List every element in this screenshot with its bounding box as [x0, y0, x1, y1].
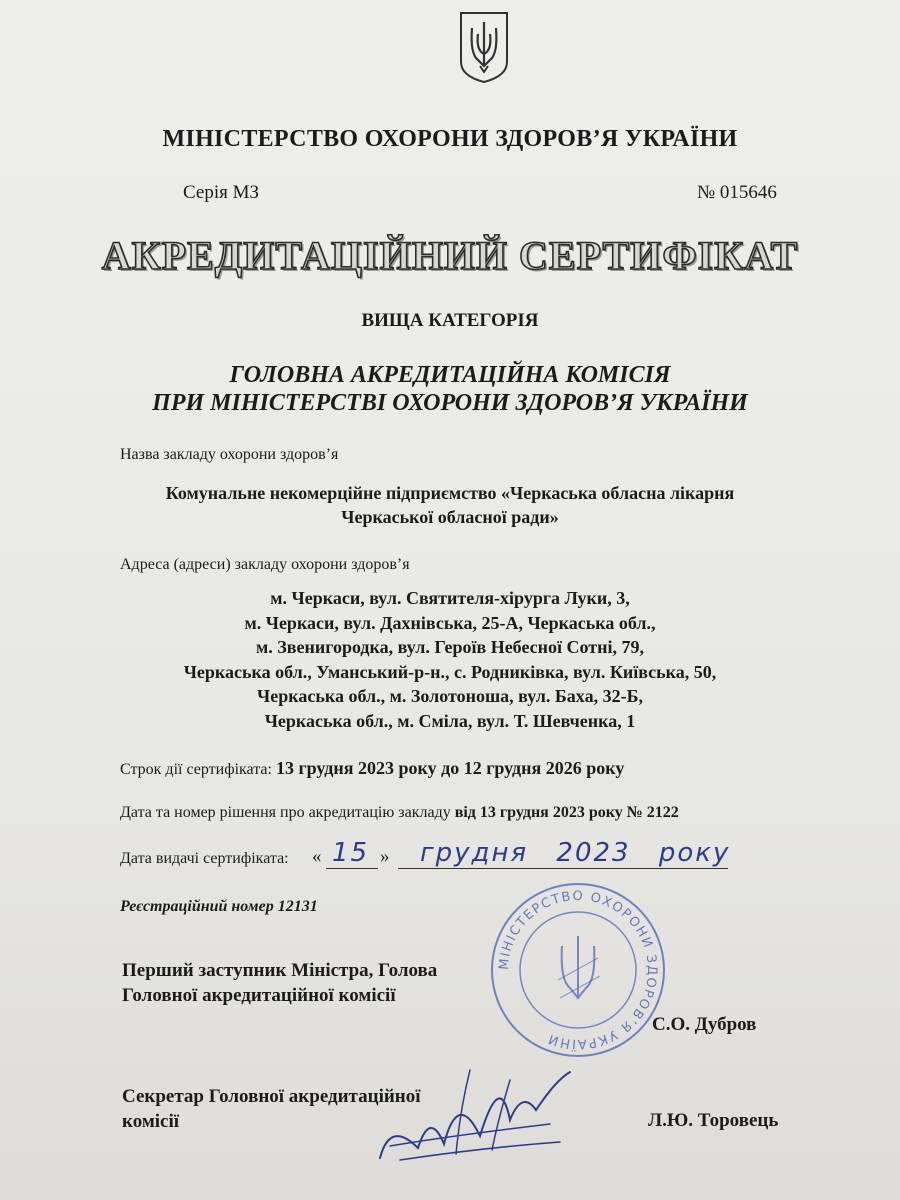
first-signer-name: С.О. Дубров	[652, 1014, 757, 1035]
handwritten-signature-icon	[360, 1050, 590, 1170]
commission-line-2: ПРИ МІНІСТЕРСТВІ ОХОРОНИ ЗДОРОВ’Я УКРАЇНИ	[152, 390, 748, 416]
address-line: м. Черкаси, вул. Святителя-хірурга Луки, 3,	[270, 588, 630, 608]
registration-number: Реєстраційний номер 12131	[120, 898, 318, 915]
institution-name-line-2: Черкаської обласної ради»	[341, 507, 559, 527]
decision-value: від 13 грудня 2023 року № 2122	[454, 804, 679, 821]
address-list	[0, 586, 900, 733]
address-label: Адреса (адреси) закладу охорони здоров’я	[120, 556, 410, 573]
official-round-seal-icon	[488, 880, 668, 1060]
certificate-title: АКРЕДИТАЦІЙНИЙ СЕРТИФІКАТ	[101, 233, 799, 278]
trident-coat-of-arms-icon	[458, 10, 510, 84]
institution-name-line-1: Комунальне некомерційне підприємство «Черкаська обласна лікарня	[165, 483, 735, 503]
address-line: м. Звенигородка, вул. Героїв Небесної Сотні, 79,	[256, 637, 644, 657]
commission-line-1: ГОЛОВНА АКРЕДИТАЦІЙНА КОМІСІЯ	[229, 362, 671, 388]
issue-day: 15	[332, 838, 370, 868]
issue-date-underline	[398, 868, 728, 869]
first-signer-title: Перший заступник Міністра, Голова Головної акредитаційної комісії	[122, 960, 438, 1006]
ministry-title: МІНІСТЕРСТВО ОХОРОНИ ЗДОРОВ’Я УКРАЇНИ	[162, 126, 738, 152]
second-signer-name: Л.Ю. Торовець	[648, 1110, 779, 1131]
validity-label: Строк дії сертифіката:	[120, 761, 272, 778]
issue-day-underline	[326, 868, 378, 869]
validity-row	[120, 758, 624, 779]
address-line: Черкаська обл., Уманський-р-н., с. Родниківка, вул. Київська, 50,	[183, 661, 717, 682]
second-signer-title: Секретар Головної акредитаційної комісії	[122, 1086, 421, 1132]
decision-label: Дата та номер рішення про акредитацію закладу	[120, 804, 451, 821]
validity-value: 13 грудня 2023 року до 12 грудня 2026 року	[275, 758, 625, 778]
issue-date-label: Дата видачі сертифіката:	[120, 850, 289, 867]
issue-open-quote: «	[312, 846, 322, 867]
seal-text: МІНІСТЕРСТВО ОХОРОНИ ЗДОРОВ’Я УКРАЇНИ	[496, 888, 660, 1052]
address-line: Черкаська обл., м. Золотоноша, вул. Баха, 32-Б,	[257, 686, 643, 706]
institution-label: Назва закладу охорони здоров’я	[120, 446, 339, 463]
address-line: м. Черкаси, вул. Дахнівська, 25-А, Черкаська обл.,	[244, 612, 656, 633]
category: ВИЩА КАТЕГОРІЯ	[361, 310, 539, 331]
series-label: Серія МЗ	[183, 182, 260, 203]
issue-close-quote: »	[380, 846, 390, 867]
certificate-number: № 015646	[697, 182, 777, 203]
issue-month-year: грудня 2023 року	[420, 838, 731, 868]
decision-row	[120, 804, 679, 822]
address-line: Черкаська обл., м. Сміла, вул. Т. Шевченка, 1	[264, 710, 636, 731]
